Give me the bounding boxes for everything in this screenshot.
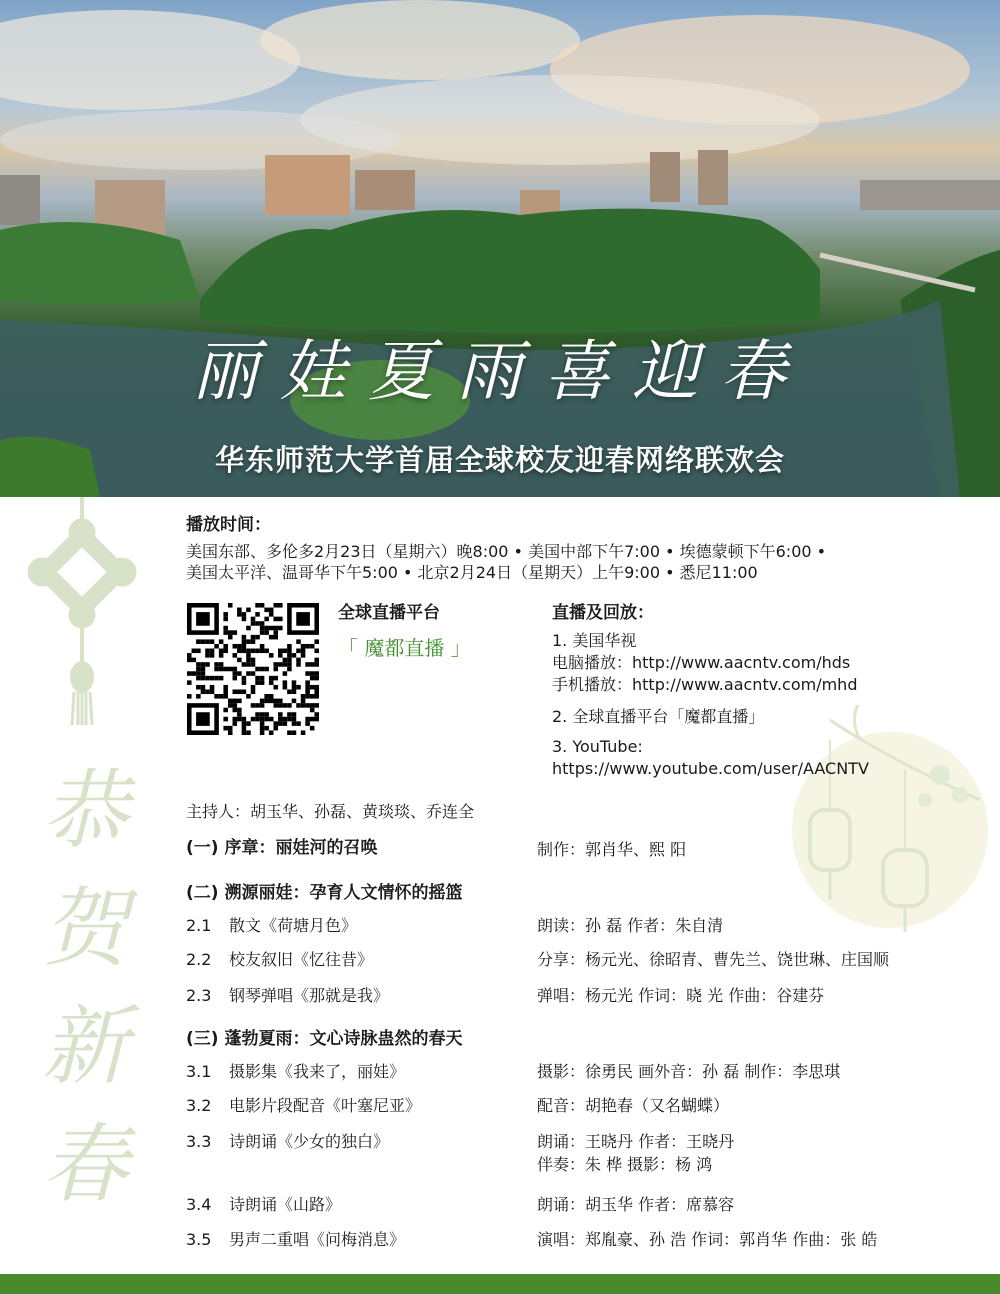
replay-pc-link[interactable]: 电脑播放：http://www.aacntv.com/hds [552,653,851,672]
item-credit: 摄影：徐勇民 画外音：孙 磊 制作：李思琪 [537,1062,841,1081]
replay-item: 3. YouTube: [552,737,643,756]
replay-item: 1. 美国华视 [552,631,637,650]
item-credit: 演唱：郑胤豪、孙 浩 作词：郭肖华 作曲：张 皓 [537,1230,878,1249]
greeting-char: 春 [42,1115,128,1215]
item-number: 2.2 [186,950,212,969]
item-title: 钢琴弹唱《那就是我》 [229,986,390,1005]
schedule-line: 美国东部、多伦多2月23日（星期六）晚8:00 • 美国中部下午7:00 • 埃德蒙顿下午6:00 • [186,542,827,561]
item-title: 散文《荷塘月色》 [229,916,358,935]
item-credit: 弹唱：杨元光 作词：晓 光 作曲：谷建芬 [537,986,825,1005]
item-number: 2.1 [186,916,212,935]
item-title: 校友叙旧《忆往昔》 [229,950,374,969]
event-subtitle: 华东师范大学首届全球校友迎春网络联欢会 [214,443,785,477]
hosts: 主持人：胡玉华、孙磊、黄琰琰、乔连全 [186,802,475,821]
greeting-char: 恭 [42,761,128,861]
replay-item: 2. 全球直播平台「魔都直播」 [552,707,765,726]
section-title: (二) 溯源丽娃：孕育人文情怀的摇篮 [186,883,463,903]
section-credit: 制作：郭肖华、熙 阳 [537,840,687,859]
item-title: 电影片段配音《叶塞尼亚》 [229,1096,422,1115]
item-title: 诗朗诵《少女的独白》 [229,1132,390,1151]
greeting-char: 贺 [42,879,128,979]
replay-heading: 直播及回放： [552,603,654,623]
item-number: 3.2 [186,1096,212,1115]
item-title: 摄影集《我来了，丽娃》 [229,1062,406,1081]
item-number: 3.1 [186,1062,212,1081]
item-number: 3.3 [186,1132,212,1151]
schedule-line: 美国太平洋、温哥华下午5:00 • 北京2月24日（星期天）上午9:00 • 悉尼11:00 [186,563,758,582]
platform-name[interactable]: 「 魔都直播 」 [338,636,471,660]
item-credit: 朗诵：胡玉华 作者：席慕容 [537,1195,735,1214]
schedule-heading: 播放时间： [186,515,271,535]
item-credit: 配音：胡艳春（又名蝴蝶） [537,1096,730,1115]
item-title: 男声二重唱《问梅消息》 [229,1230,406,1249]
item-credit: 朗读：孙 磊 作者：朱自清 [537,916,724,935]
greeting-char: 新 [42,997,128,1097]
item-title: 诗朗诵《山路》 [229,1195,342,1214]
calligraphy-title: 丽娃夏雨喜迎春 [192,333,808,410]
youtube-link[interactable]: https://www.youtube.com/user/AACNTV [552,759,869,778]
platform-label: 全球直播平台 [338,603,440,623]
item-credit: 伴奏：朱 桦 摄影：杨 鸿 [537,1155,713,1174]
item-number: 3.5 [186,1230,212,1249]
item-number: 2.3 [186,986,212,1005]
item-credit: 朗诵：王晓丹 作者：王晓丹 [537,1132,735,1151]
replay-mobile-link[interactable]: 手机播放：http://www.aacntv.com/mhd [552,675,858,694]
qr-code[interactable] [186,603,320,735]
section-title: (一) 序章：丽娃河的召唤 [186,838,378,858]
footer-bar [0,1274,1000,1294]
item-number: 3.4 [186,1195,212,1214]
section-title: (三) 蓬勃夏雨：文心诗脉蛊然的春天 [186,1029,463,1049]
item-credit: 分享：杨元光、徐昭青、曹先兰、饶世琳、庄国顺 [537,950,890,969]
